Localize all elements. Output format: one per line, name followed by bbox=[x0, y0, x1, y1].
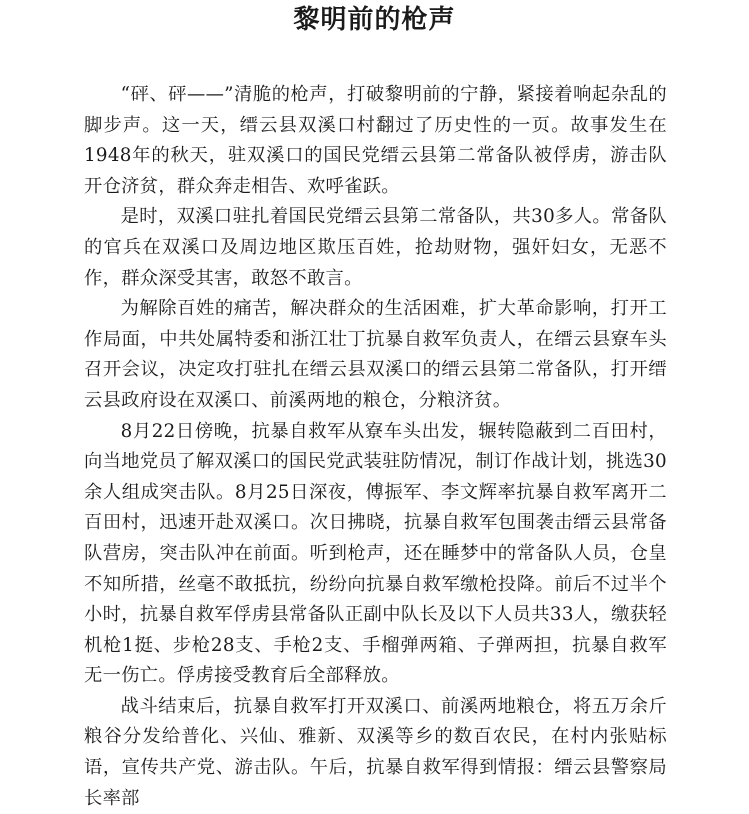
paragraph-5: 战斗结束后，抗暴自救军打开双溪口、前溪两地粮仓，将五万余斤粮谷分发给普化、兴仙、雅新、双溪等乡的数百农民，在村内张贴标语，宣传共产党、游击队。午后，抗暴自救军得到情报：缙云县警察局长率部 bbox=[84, 695, 667, 809]
article-body bbox=[84, 80, 667, 814]
paragraph-2: 是时，双溪口驻扎着国民党缙云县第二常备队，共30多人。常备队的官兵在双溪口及周边地区欺压百姓，抢劫财物，强奸妇女，无恶不作，群众深受其害，敢怒不敢言。 bbox=[84, 206, 667, 289]
paragraph-4: 8月22日傍晚，抗暴自救军从寮车头出发，辗转隐蔽到二百田村，向当地党员了解双溪口的国民党武装驻防情况，制订作战计划，挑选30余人组成突击队。8月25日深夜，傅振军、李文辉率抗暴自救军离开二百田村，迅速开赴双溪口。次日拂晓，抗暴自救军包围袭击缙云县常备队营房，突击队冲在前面。听到枪声，还在睡梦中的常备队人员，仓皇不知所措，丝毫不敢抵抗，纷纷向抗暴自救军缴枪投降。前后不过半个小时，抗暴自救军俘虏县常备队正副中队长及以下人员共33人，缴获轻机枪1挺、步枪28支、手枪2支、手榴弹两箱、子弹两担，抗暴自救军无一伤亡。俘虏接受教育后全部释放。 bbox=[84, 420, 667, 687]
paragraph-3: 为解除百姓的痛苦，解决群众的生活困难，扩大革命影响，打开工作局面，中共处属特委和浙江壮丁抗暴自救军负责人，在缙云县寮车头召开会议，决定攻打驻扎在缙云县双溪口的缙云县第二常备队，打开缙云县政府设在双溪口、前溪两地的粮仓，分粮济贫。 bbox=[84, 298, 667, 411]
article-title: 黎明前的枪声 bbox=[293, 5, 456, 35]
paragraph-1: “砰、砰——”清脆的枪声，打破黎明前的宁静，紧接着响起杂乱的脚步声。这一天，缙云县双溪口村翻过了历史性的一页。故事发生在1948年的秋天，驻双溪口的国民党缙云县第二常备队被俘虏，游击队开仓济贫，群众奔走相告、欢呼雀跃。 bbox=[84, 84, 667, 197]
